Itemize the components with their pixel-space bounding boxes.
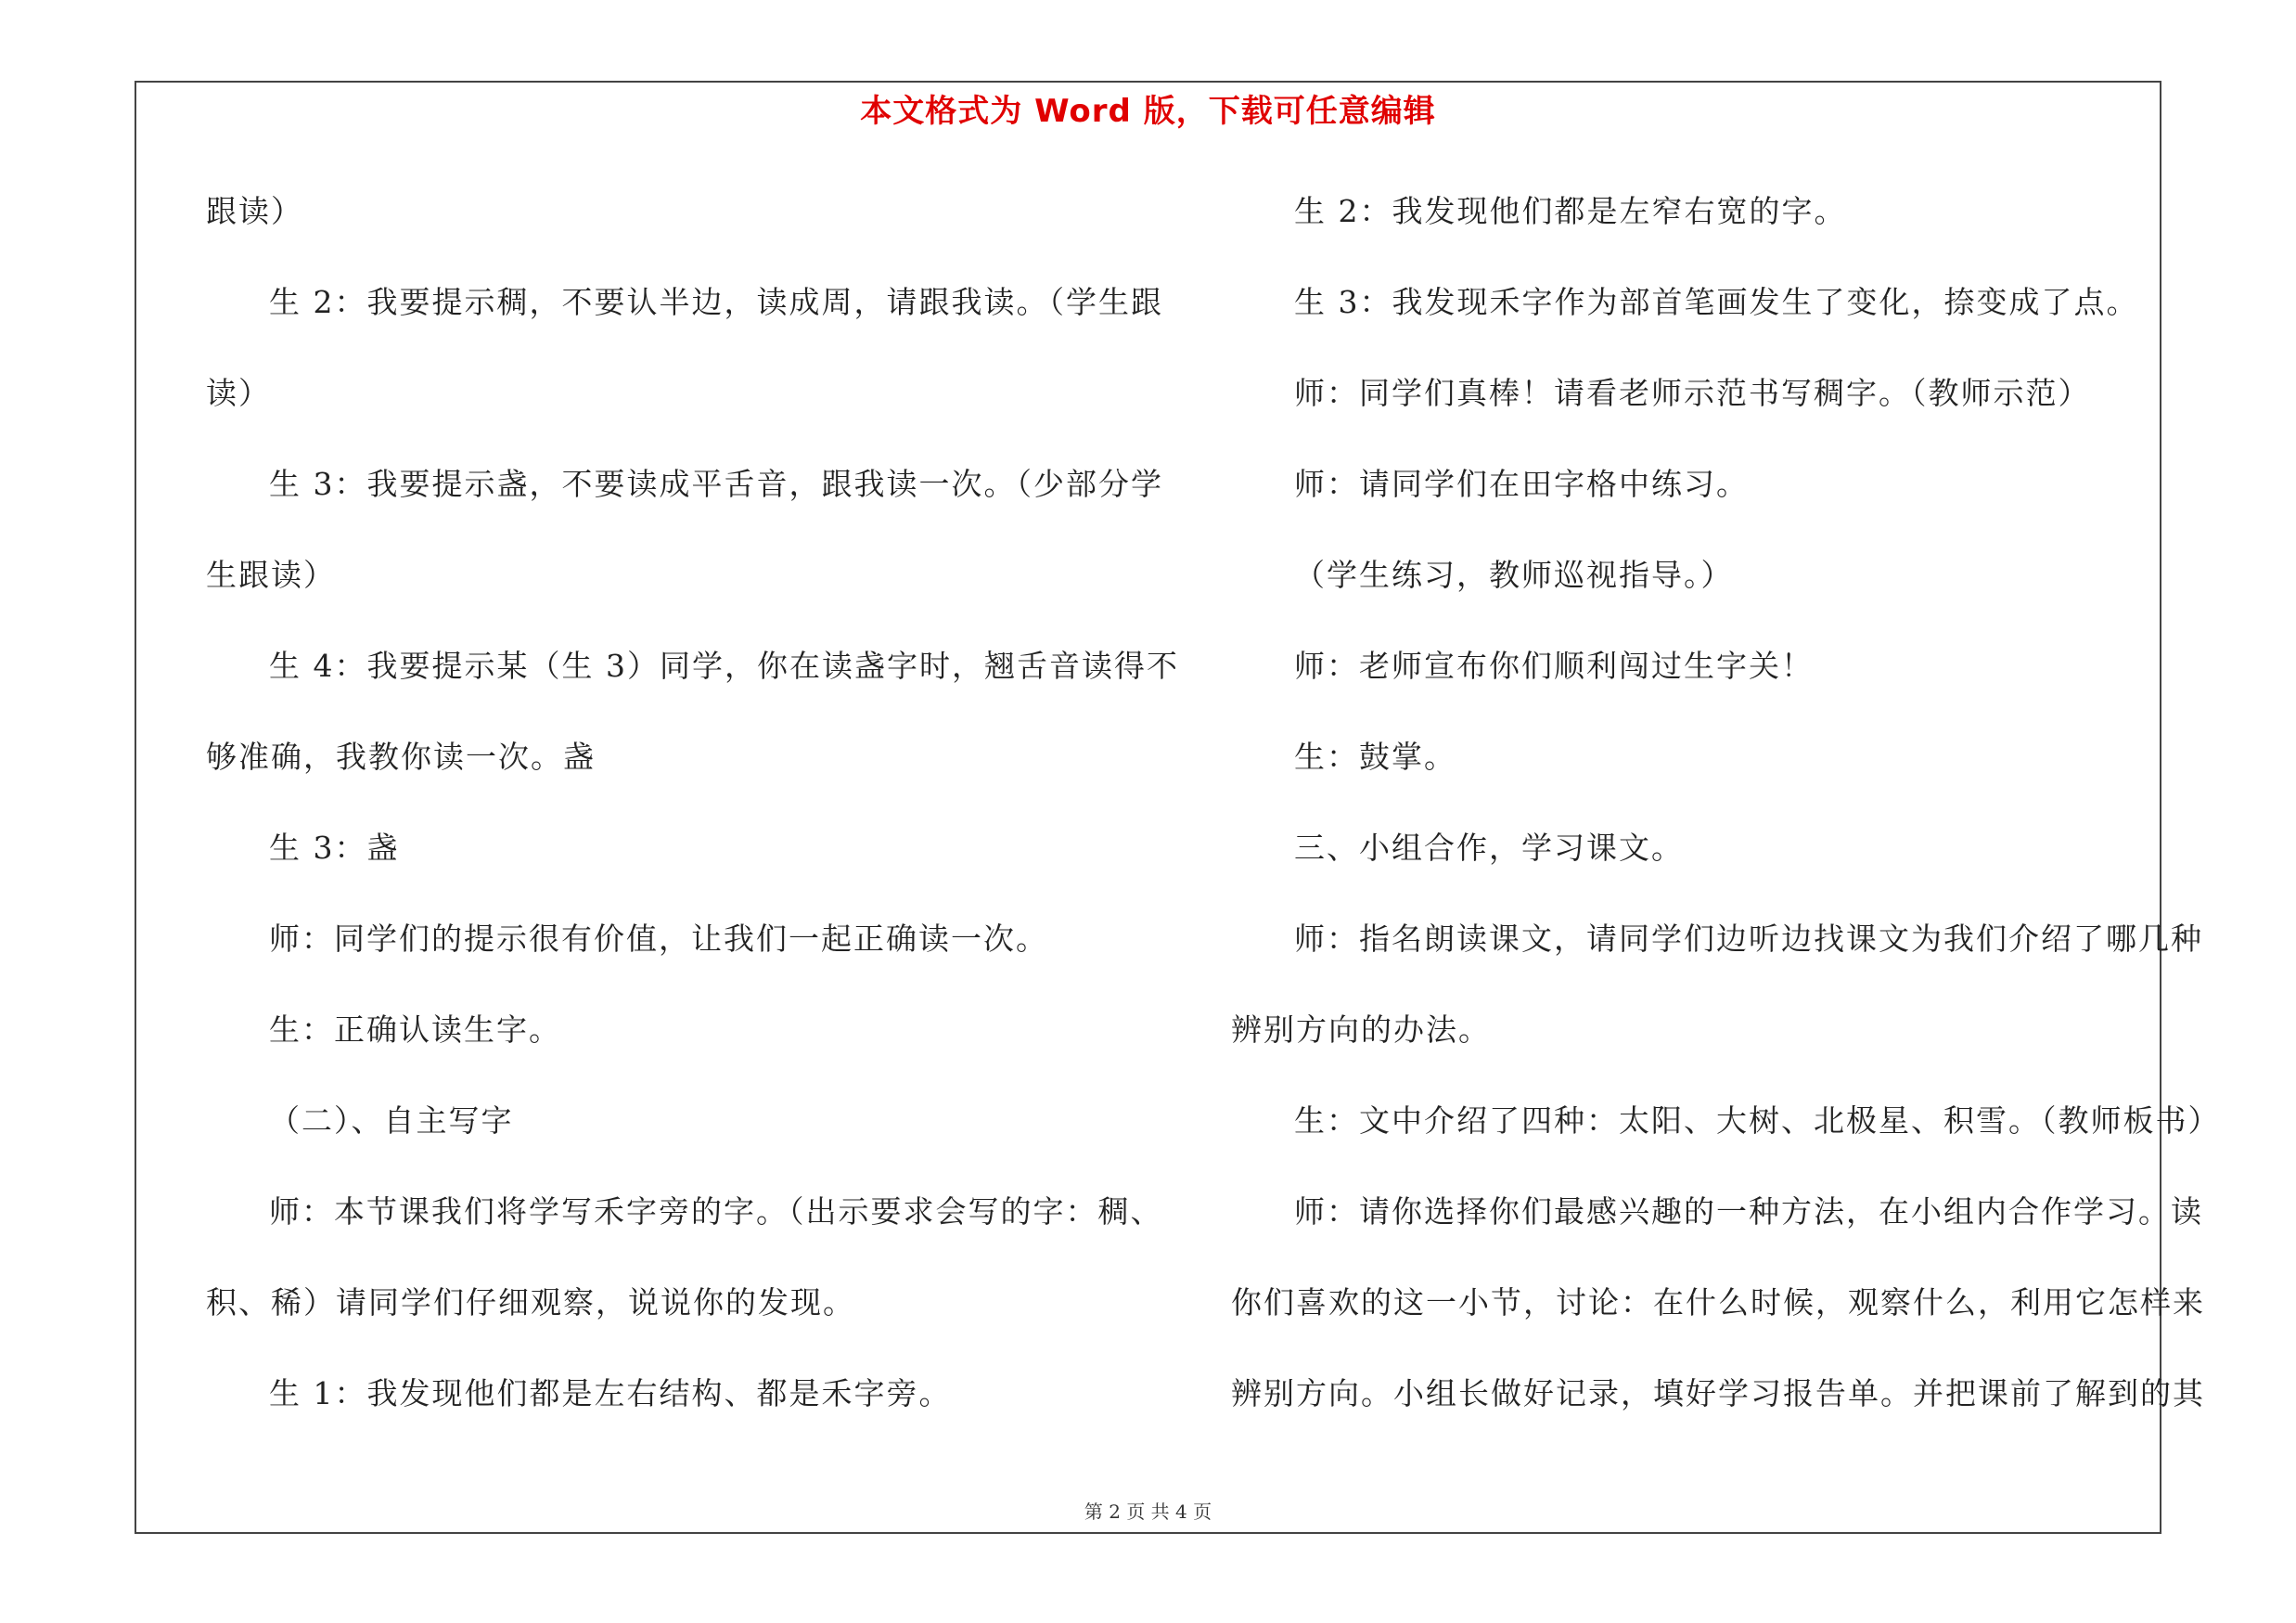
text-line: 师：请同学们在田字格中练习。: [1294, 466, 1749, 502]
text-line: 生：文中介绍了四种：太阳、大树、北极星、积雪。（教师板书）: [1294, 1102, 2221, 1139]
text-line: 辨别方向。小组长做好记录，填好学习报告单。并把课前了解到的其: [1231, 1375, 2205, 1411]
text-line: 辨别方向的办法。: [1231, 1011, 1491, 1048]
text-line: 读）: [206, 375, 271, 411]
text-line: 生：鼓掌。: [1294, 739, 1456, 775]
text-line: 师：同学们真棒！请看老师示范书写稠字。（教师示范）: [1294, 375, 2091, 411]
text-line: 你们喜欢的这一小节，讨论：在什么时候，观察什么，利用它怎样来: [1231, 1284, 2205, 1320]
text-line: （学生练习，教师巡视指导。）: [1294, 557, 1734, 593]
left-column: [206, 184, 1179, 1457]
text-line: 生 1：我发现他们都是左右结构、都是禾字旁。: [269, 1375, 952, 1411]
text-line: 跟读）: [206, 193, 303, 229]
text-line: 师：请你选择你们最感兴趣的一种方法，在小组内合作学习。读: [1294, 1193, 2203, 1230]
text-line: 生跟读）: [206, 557, 336, 593]
text-line: 生 3：我要提示盏，不要读成平舌音，跟我读一次。（少部分学: [269, 466, 1163, 502]
text-line: 积、稀）请同学们仔细观察，说说你的发现。: [206, 1284, 855, 1320]
text-line: 师：本节课我们将学写禾字旁的字。（出示要求会写的字：稠、: [269, 1193, 1163, 1230]
header-banner: 本文格式为 Word 版，下载可任意编辑: [860, 93, 1436, 130]
text-line: 生 3：盏: [269, 830, 400, 866]
right-column: [1231, 184, 2221, 1457]
text-line: 生：正确认读生字。: [269, 1011, 561, 1048]
text-line: 三、小组合作，学习课文。: [1294, 830, 1684, 866]
text-line: 师：指名朗读课文，请同学们边听边找课文为我们介绍了哪几种: [1294, 921, 2203, 957]
page-number: 第 2 页 共 4 页: [1084, 1501, 1212, 1523]
text-line: 生 2：我要提示稠，不要认半边，读成周，请跟我读。（学生跟: [269, 284, 1163, 320]
text-line: 师：老师宣布你们顺利闯过生字关！: [1294, 648, 1814, 684]
text-line: 够准确，我教你读一次。盏: [206, 739, 596, 775]
text-line: 生 3：我发现禾字作为部首笔画发生了变化，捺变成了点。: [1294, 284, 2139, 320]
text-line: （二）、自主写字: [269, 1102, 514, 1139]
text-line: 生 2：我发现他们都是左窄右宽的字。: [1294, 193, 1847, 229]
text-line: 生 4：我要提示某（生 3）同学，你在读盏字时，翘舌音读得不: [269, 648, 1179, 684]
text-line: 师：同学们的提示很有价值，让我们一起正确读一次。: [269, 921, 1048, 957]
